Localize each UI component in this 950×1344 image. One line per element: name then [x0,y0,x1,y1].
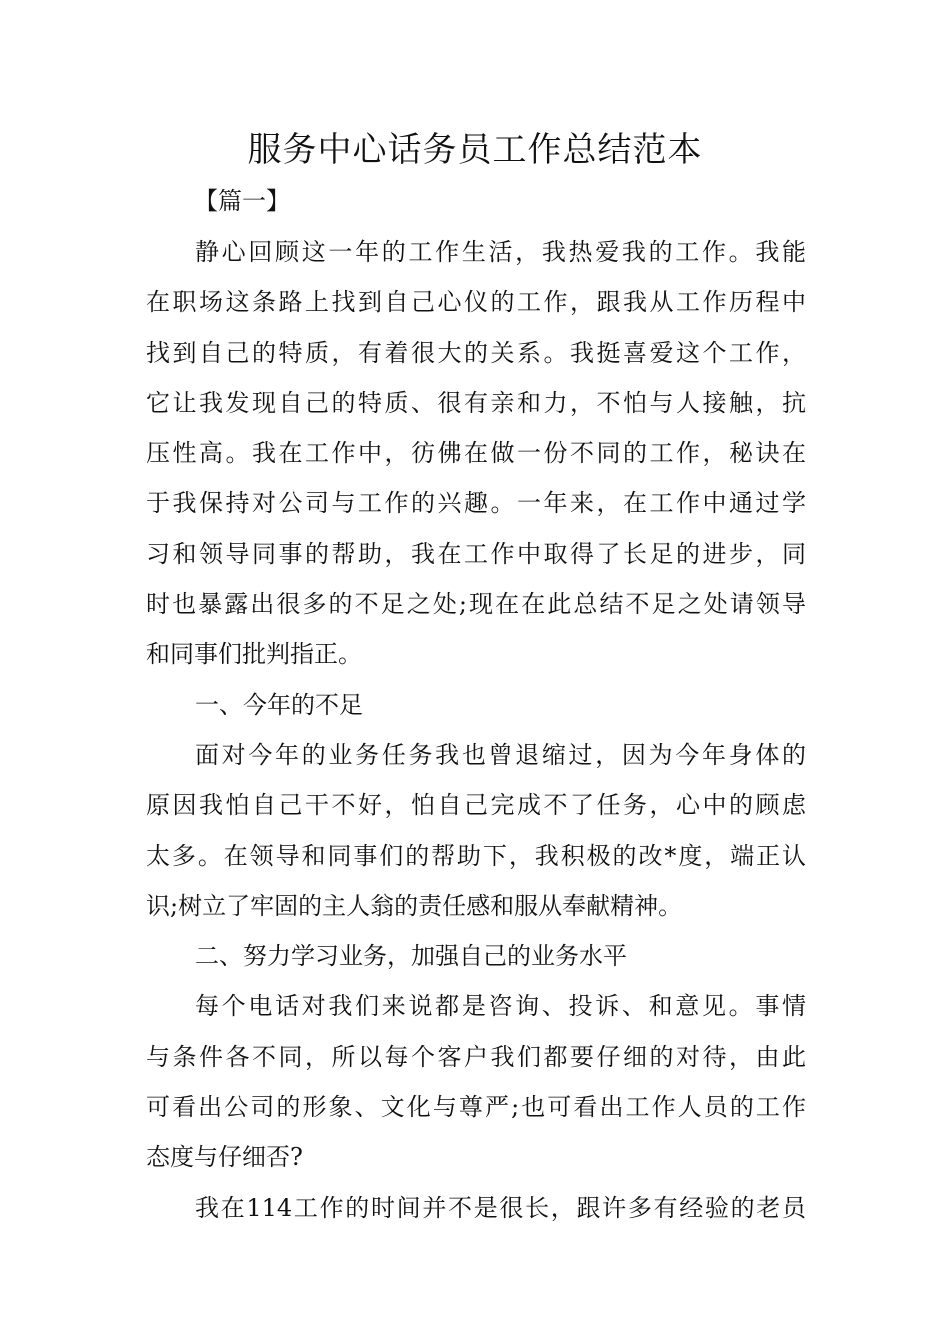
text-line: 可看出公司的形象、文化与尊严;也可看出工作人员的工作 [146,1093,806,1122]
document-title: 服务中心话务员工作总结范本 [247,130,703,170]
text-line: 识;树立了牢固的主人翁的责任感和服从奉献精神。 [146,891,683,920]
text-line: 和同事们批判指正。 [146,640,362,669]
text-line: 每个电话对我们来说都是咨询、投诉、和意见。事情 [195,992,806,1021]
text-line: 二、努力学习业务，加强自己的业务水平 [195,942,627,971]
text-line: 于我保持对公司与工作的兴趣。一年来，在工作中通过学 [146,489,806,518]
text-line: 太多。在领导和同事们的帮助下，我积极的改*度，端正认 [146,841,806,870]
text-line: 压性高。我在工作中，彷佛在做一份不同的工作，秘诀在 [146,439,806,468]
text-line: 时也暴露出很多的不足之处;现在在此总结不足之处请领导 [146,590,806,619]
text-line: 我在114工作的时间并不是很长，跟许多有经验的老员 [195,1193,806,1222]
text-line: 在职场这条路上找到自己心仪的工作，跟我从工作历程中 [146,288,806,317]
text-line: 找到自己的特质，有着很大的关系。我挺喜爱这个工作， [146,338,806,367]
text-line: 它让我发现自己的特质、很有亲和力，不怕与人接触，抗 [146,388,806,417]
text-line: 静心回顾这一年的工作生活，我热爱我的工作。我能 [195,238,806,266]
text-line: 与条件各不同，所以每个客户我们都要仔细的对待，由此 [146,1042,806,1071]
text-line: 一、今年的不足 [195,690,363,719]
document-body [146,227,806,1233]
section-heading: 【篇一】 [194,187,290,215]
text-line: 原因我怕自己干不好，怕自己完成不了任务，心中的顾虑 [146,791,806,820]
text-line: 面对今年的业务任务我也曾退缩过，因为今年身体的 [195,740,806,769]
text-line: 习和领导同事的帮助，我在工作中取得了长足的进步，同 [146,539,806,568]
text-line: 态度与仔细否? [146,1143,303,1172]
